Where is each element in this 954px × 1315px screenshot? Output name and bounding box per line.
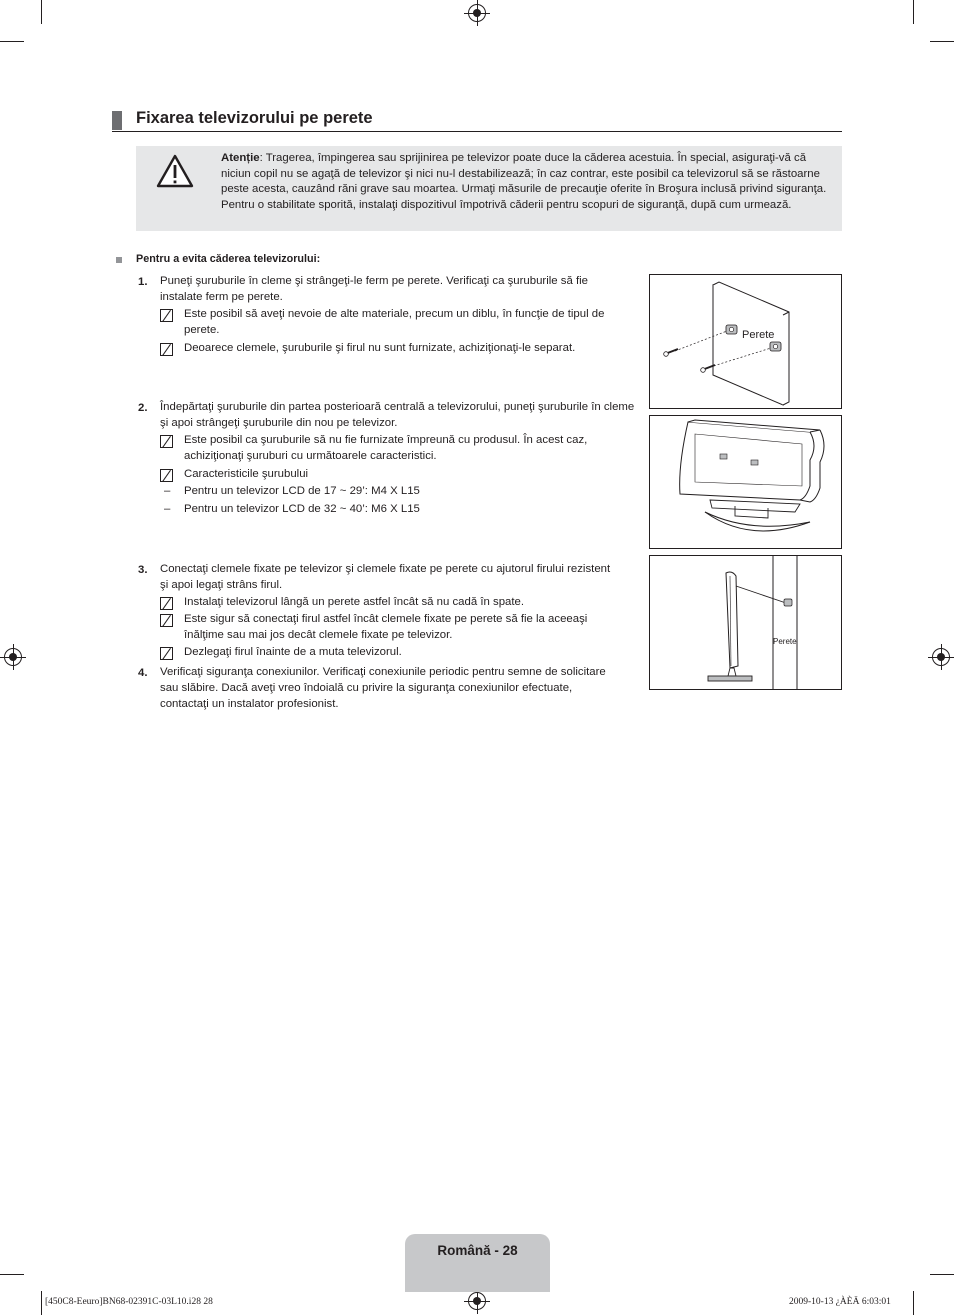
dash-icon: – [164,485,171,497]
note-icon [160,647,173,660]
figure-tv-back [649,415,842,549]
note-icon [160,309,173,322]
figure-side-view [649,555,842,690]
crop-mark [0,41,24,42]
crop-mark [913,0,914,24]
side-view-illustration [650,556,842,690]
wall-label: Perete [742,329,775,341]
step-text: Îndepărtaţi şuruburile din partea posterioară centrală a televizorului, puneţi şuruburile în cleme şi apoi strângeţi şuruburile din nou pe televizor. [160,401,635,429]
wall-label: Perete [773,637,797,646]
clamp-icon [720,454,727,459]
clamp-icon [770,342,781,351]
note-text: Instalaţi televizorul lângă un perete astfel încât să nu cadă în spate. [184,596,525,608]
note-icon [160,435,173,448]
clamp-icon [751,460,758,465]
figure-wall-clamps [649,274,842,409]
dash-icon: – [164,503,171,515]
note-text: Dezlegaţi firul înainte de a muta televizorul. [184,646,402,658]
registration-mark-icon [4,648,22,666]
page-number-tab [405,1234,550,1292]
bullet-square-icon [116,257,122,263]
note [160,612,630,644]
warning-body: : Tragerea, împingerea sau sprijinirea pe televizor poate duce la căderea acestuia. În special, asiguraţi-vă că niciun copil nu se agaţă de televizor şi nici nu-l destabilizează; în caz contrar, este posibil ca televizorul să se răstoarne peste acesta, cauzând răni grave sau moartea. Urmaţi măsurile de precauţie oferite în Broşura inclusă privind siguranţa. Pentru o stabilitate sporită, instalaţi dispozitivul împotrivă căderii pentru scopuri de siguranţă, după cum urmează. [221,152,827,211]
step-text: Conectaţi clemele fixate pe televizor şi clemele fixate pe perete cu ajutorul firului rezistent şi apoi legaţi strâns firul. [160,563,611,591]
step-number: 3. [138,564,148,576]
warning-text [221,151,833,213]
screw-icon [664,349,678,356]
note-icon [160,597,173,610]
spec-text: Pentru un televizor LCD de 32 ~ 40’: M6 X L15 [184,503,420,515]
section-title: Fixarea televizorului pe perete [136,109,373,127]
note-text: Este posibil să aveţi nevoie de alte materiale, precum un diblu, în funcţie de tipul de perete. [184,308,605,336]
note [160,341,630,357]
crop-mark [930,41,954,42]
crop-mark [930,1274,954,1275]
crop-mark [41,0,42,24]
crop-mark [41,1291,42,1315]
section-header [112,108,842,132]
warning-box [136,146,842,231]
clamp-icon [784,599,792,606]
note-text: Deoarece clemele, şuruburile şi firul nu sunt furnizate, achiziţionaţi-le separat. [184,342,576,354]
step-number: 2. [138,402,148,414]
note [160,645,630,661]
tv-back-illustration [650,416,842,549]
intro-heading: Pentru a evita căderea televizorului: [136,253,321,265]
page-number: Română - 28 [437,1243,518,1258]
note-text: Este posibil ca şuruburile să nu fie furnizate împreună cu produsul. În acest caz, achiziţionaţi şuruburi cu următoarele caracteristici. [184,434,588,462]
note-text: Este sigur să conectaţi firul astfel încât clemele fixate pe perete să fie la aceeaşi înălţime sau mai jos decât clemele fixate pe televizor. [184,613,588,641]
crop-mark [913,1291,914,1315]
step-text: Puneţi şuruburile în cleme şi strângeţi-le ferm pe perete. Verificaţi ca şuruburile să fie instalate ferm pe perete. [160,275,588,303]
note [160,433,630,465]
note-icon [160,469,173,482]
note-icon [160,343,173,356]
footer-timestamp: 2009-10-13 ¿ÀÈÄ 6:03:01 [789,1297,891,1307]
footer-file-info: [450C8-Eeuro]BN68-02391C-03L10.i28 28 [45,1297,213,1307]
note [160,467,630,483]
note-icon [160,614,173,627]
step-number: 1. [138,276,148,288]
note [160,595,630,611]
step-number: 4. [138,667,148,679]
section-bar [112,111,122,130]
warning-icon [156,154,194,188]
spec-item [164,485,420,497]
registration-mark-icon [468,1292,486,1310]
crop-mark [0,1274,24,1275]
step-text: Verificaţi siguranţa conexiunilor. Verificaţi conexiunile periodic pentru semne de solicitare sau slăbire. Dacă aveţi vreo îndoială cu privire la siguranţa conexiunilor efectuate, contactaţi un instalator profesionist. [160,666,606,710]
spec-text: Pentru un televizor LCD de 17 ~ 29’: M4 X L15 [184,485,420,497]
registration-mark-icon [468,4,486,22]
spec-item [164,503,420,515]
note [160,307,630,339]
clamp-icon [726,325,737,334]
registration-mark-icon [932,648,950,666]
note-text: Caracteristicile şurubului [184,468,309,480]
warning-lead: Atenție [221,152,260,164]
wall-clamps-illustration [650,275,842,409]
